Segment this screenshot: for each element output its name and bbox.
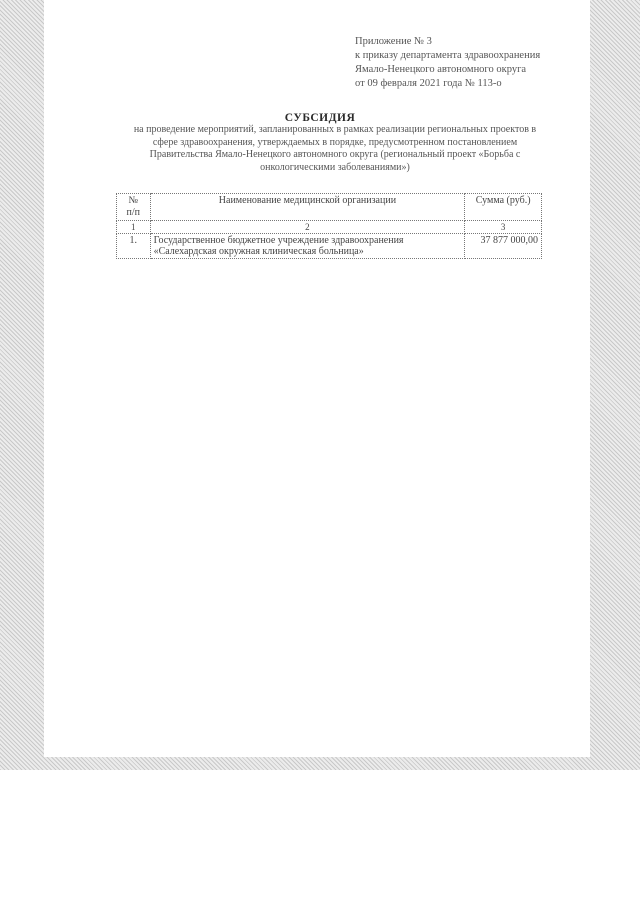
subtitle-line-2: сфере здравоохранения, утверждаемых в порядке, предусмотренном постановлением bbox=[152, 136, 518, 148]
page-bottom-margin bbox=[0, 770, 640, 905]
column-index-1: 1 bbox=[117, 221, 151, 234]
row-name-line-2: «Салехардская окружная клиническая больница» bbox=[153, 246, 364, 257]
appendix-header bbox=[355, 35, 540, 91]
table-row bbox=[117, 234, 542, 259]
row-sum: 37 877 000,00 bbox=[465, 234, 542, 259]
subtitle-line-4: онкологическими заболеваниями») bbox=[260, 161, 410, 173]
header-number bbox=[117, 194, 151, 221]
subsidy-table bbox=[116, 193, 542, 259]
subtitle-line-1: на проведение мероприятий, запланированных в рамках реализации региональных проектов в bbox=[133, 124, 537, 135]
column-index-row bbox=[117, 221, 542, 234]
row-name-line-1: Государственное бюджетное учреждение здравоохранения bbox=[153, 235, 404, 246]
order-line-2: Ямало-Ненецкого автономного округа bbox=[355, 64, 527, 75]
order-line-3: от 09 февраля 2021 года № 113-о bbox=[355, 78, 502, 89]
header-organization-name: Наименование медицинской организации bbox=[150, 194, 465, 221]
header-number-symbol: № bbox=[128, 195, 139, 206]
header-number-abbr: п/п bbox=[126, 207, 141, 218]
header-sum: Сумма (руб.) bbox=[465, 194, 542, 221]
order-line-1: к приказу департамента здравоохранения bbox=[355, 50, 541, 61]
row-organization-name bbox=[150, 234, 465, 259]
table-header-row bbox=[117, 194, 542, 221]
subtitle-line-3: Правительства Ямало-Ненецкого автономного округа (региональный проект «Борьба с bbox=[149, 149, 521, 160]
document-title: СУБСИДИЯ bbox=[284, 112, 356, 124]
column-index-3: 3 bbox=[465, 221, 542, 234]
document-subtitle bbox=[113, 124, 557, 174]
column-index-2: 2 bbox=[150, 221, 465, 234]
row-number: 1. bbox=[117, 234, 151, 259]
appendix-label: Приложение № 3 bbox=[355, 36, 432, 47]
